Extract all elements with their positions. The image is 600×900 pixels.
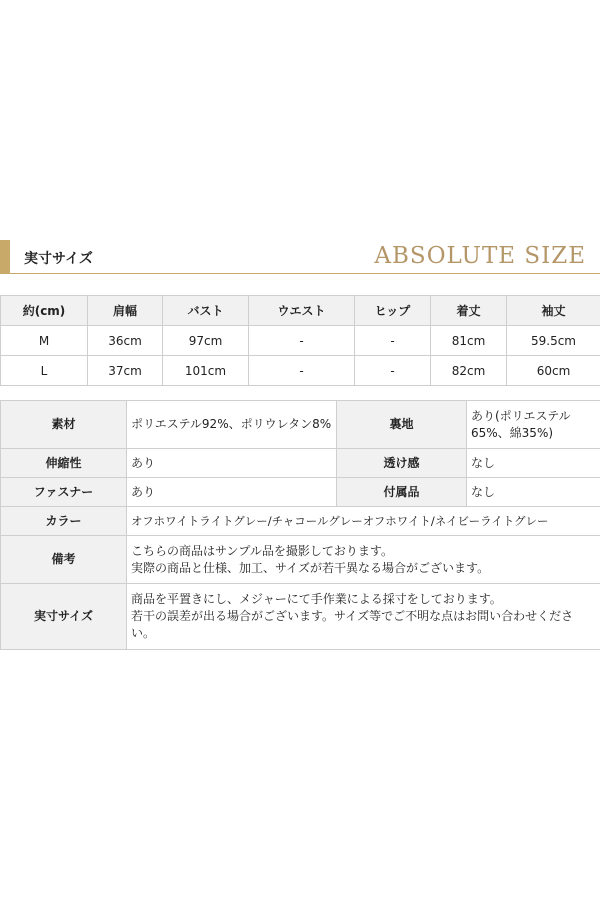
- header-shoulder: 肩幅: [88, 296, 163, 326]
- table-cell: 82cm: [431, 356, 507, 386]
- lining-value: あり(ポリエステル65%、綿35%): [467, 401, 600, 449]
- table-cell: 37cm: [88, 356, 163, 386]
- size-label: L: [1, 356, 88, 386]
- header-sleeve: 袖丈: [507, 296, 600, 326]
- color-value: オフホワイトライトグレー/チャコールグレーオフホワイト/ネイビーライトグレー: [127, 507, 600, 536]
- table-row: [1, 478, 600, 507]
- fastener-value: あり: [127, 478, 337, 507]
- table-cell: 97cm: [163, 326, 249, 356]
- table-row: [1, 356, 600, 386]
- notes-label: 備考: [1, 536, 127, 584]
- table-cell: -: [355, 356, 431, 386]
- size-label: M: [1, 326, 88, 356]
- material-label: 素材: [1, 401, 127, 449]
- table-cell: 60cm: [507, 356, 600, 386]
- measure-line-1: 商品を平置きにし、メジャーにて手作業による採寸をしております。: [131, 592, 502, 606]
- table-cell: 36cm: [88, 326, 163, 356]
- header-bust: バスト: [163, 296, 249, 326]
- header-hip: ヒップ: [355, 296, 431, 326]
- measure-label: 実寸サイズ: [1, 584, 127, 650]
- fastener-label: ファスナー: [1, 478, 127, 507]
- table-row: [1, 449, 600, 478]
- section-header: [0, 240, 600, 276]
- measure-value: [127, 584, 600, 650]
- notes-line-2: 実際の商品と仕様、加工、サイズが若干異なる場合がございます。: [131, 560, 490, 575]
- table-row: [1, 507, 600, 536]
- size-table: [0, 295, 600, 386]
- table-cell: -: [249, 356, 355, 386]
- measure-line-2: 若干の誤差が出る場合がございます。サイズ等でご不明な点はお問い合わせください。: [131, 609, 574, 640]
- table-row: [1, 584, 600, 650]
- table-cell: 101cm: [163, 356, 249, 386]
- section-title-en: ABSOLUTE SIZE: [374, 243, 586, 269]
- accessory-label: 付属品: [337, 478, 467, 507]
- table-cell: -: [249, 326, 355, 356]
- table-cell: 59.5cm: [507, 326, 600, 356]
- accessory-value: なし: [467, 478, 600, 507]
- sheer-label: 透け感: [337, 449, 467, 478]
- sheer-value: なし: [467, 449, 600, 478]
- spec-table: [0, 400, 600, 650]
- table-row: [1, 401, 600, 449]
- header-divider: [0, 273, 600, 274]
- lining-label: 裏地: [337, 401, 467, 449]
- section-title: 実寸サイズ: [24, 251, 93, 267]
- table-cell: -: [355, 326, 431, 356]
- table-row: [1, 536, 600, 584]
- material-value: ポリエステル92%、ポリウレタン8%: [127, 401, 337, 449]
- notes-value: [127, 536, 600, 584]
- size-table-header: [1, 296, 600, 326]
- stretch-label: 伸縮性: [1, 449, 127, 478]
- table-cell: 81cm: [431, 326, 507, 356]
- color-label: カラー: [1, 507, 127, 536]
- accent-bar: [0, 240, 10, 274]
- header-unit: 約(cm): [1, 296, 88, 326]
- header-waist: ウエスト: [249, 296, 355, 326]
- notes-line-1: こちらの商品はサンプル品を撮影しております。: [131, 543, 393, 558]
- stretch-value: あり: [127, 449, 337, 478]
- header-length: 着丈: [431, 296, 507, 326]
- table-row: [1, 326, 600, 356]
